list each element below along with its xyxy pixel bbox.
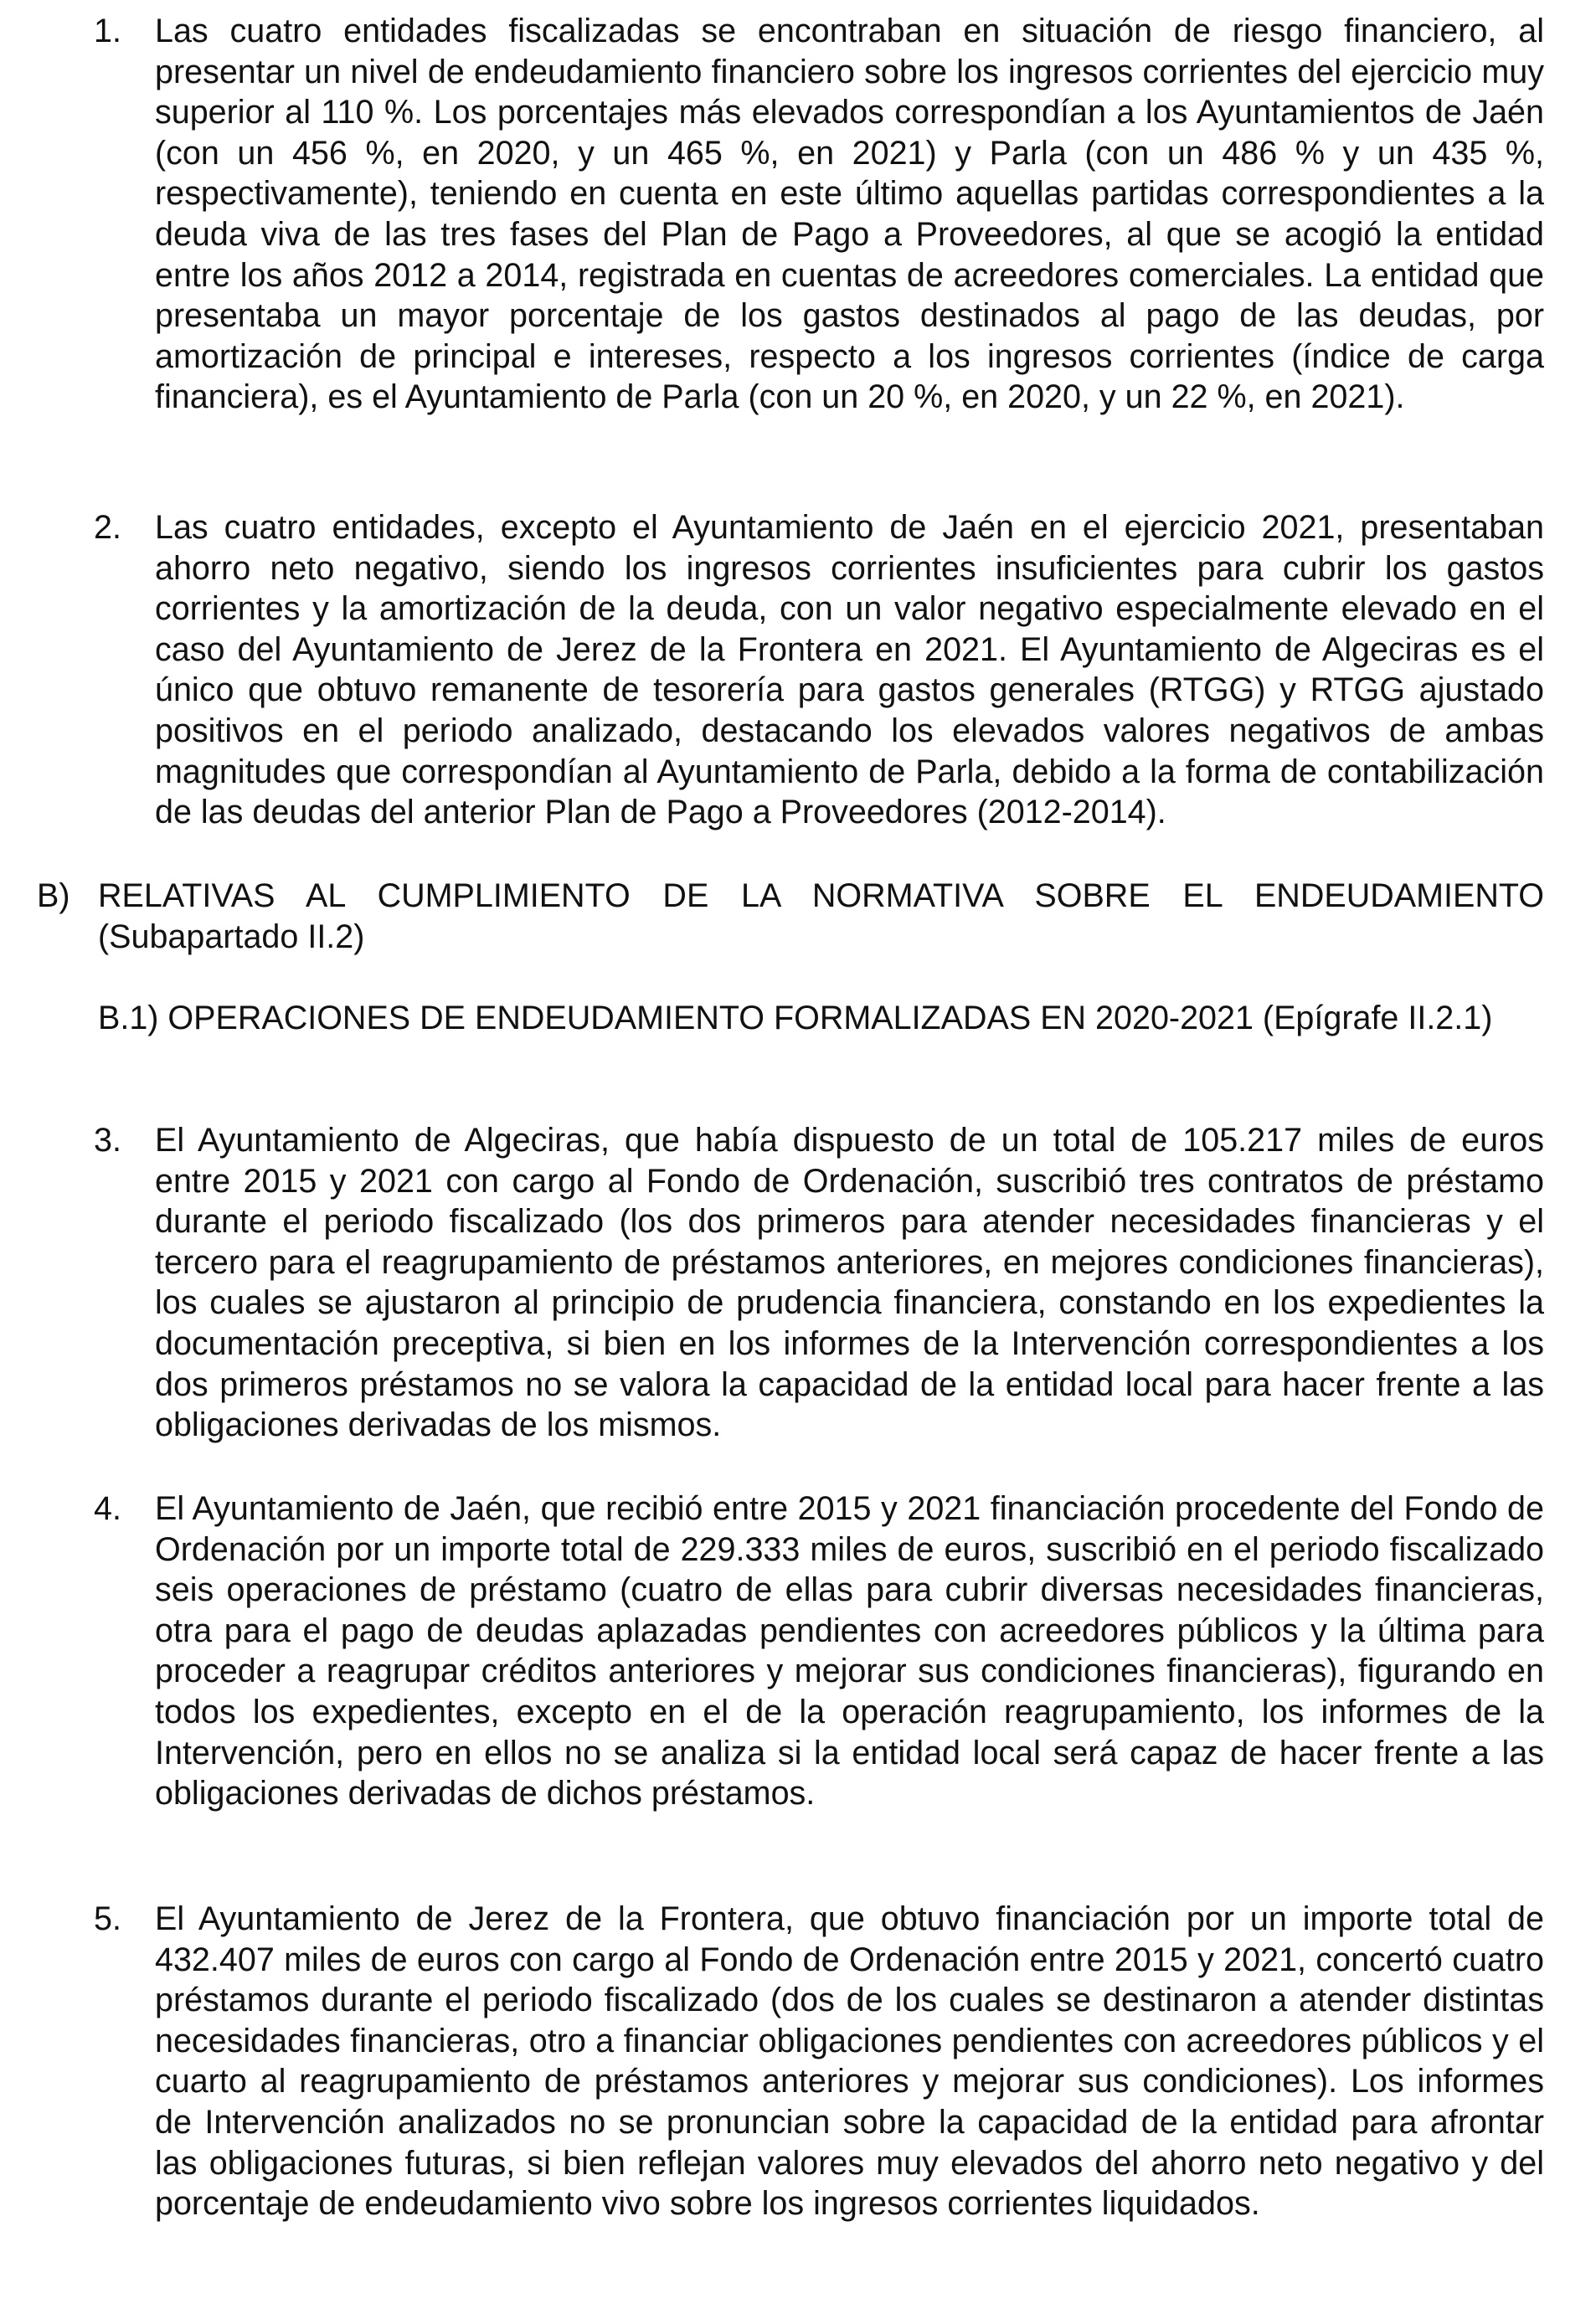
- subsection-heading-b1: B.1) OPERACIONES DE ENDEUDAMIENTO FORMALIZADAS EN 2020-2021 (Epígrafe II.2.1): [98, 1000, 1493, 1036]
- list-item-text: El Ayuntamiento de Jerez de la Frontera, que obtuvo financiación por un importe total de 432.407 miles de euros con cargo al Fondo de Ordenación entre 2015 y 2021, concertó cuatro préstamos durante el periodo fiscalizado (dos de los cuales se destinaron a atender distintas necesidades financieras, otro a financiar obligaciones pendientes con acreedores públicos y el cuarto al reagrupamiento de préstamos anteriores y mejorar sus condiciones). Los informes de Intervención analizados no se pronuncian sobre la capacidad de la entidad para afrontar las obligaciones futuras, si bien reflejan valores muy elevados del ahorro neto negativo y del porcentaje de endeudamiento vivo sobre los ingresos corrientes liquidados.: [155, 1900, 1544, 2223]
- list-item-text: El Ayuntamiento de Jaén, que recibió entre 2015 y 2021 financiación procedente del Fondo de Ordenación por un importe total de 229.333 miles de euros, suscribió en el periodo fiscalizado seis operaciones de préstamo (cuatro de ellas para cubrir diversas necesidades financieras, otra para el pago de deudas aplazadas pendientes con acreedores públicos y la última para proceder a reagrupar créditos anteriores y mejorar sus condiciones financieras), figurando en todos los expedientes, excepto en el de la operación reagrupamiento, los informes de la Intervención, pero en ellos no se analiza si la entidad local será capaz de hacer frente a las obligaciones derivadas de dichos préstamos.: [155, 1490, 1544, 1812]
- list-item-5: [94, 1899, 1544, 2224]
- section-title: RELATIVAS AL CUMPLIMIENTO DE LA NORMATIVA SOBRE EL ENDEUDAMIENTO (Subapartado II.2): [98, 877, 1544, 955]
- list-item-2: [94, 507, 1544, 833]
- list-item-text: El Ayuntamiento de Algeciras, que había dispuesto de un total de 105.217 miles de euros entre 2015 y 2021 con cargo al Fondo de Ordenación, suscribió tres contratos de préstamo durante el periodo fiscalizado (los dos primeros para atender necesidades financieras y el tercero para el reagrupamiento de préstamos anteriores, en mejores condiciones financieras), los cuales se ajustaron al principio de prudencia financiera, constando en los expedientes la documentación preceptiva, si bien en los informes de la Intervención correspondientes a los dos primeros préstamos no se valora la capacidad de la entidad local para hacer frente a las obligaciones derivadas de los mismos.: [155, 1122, 1544, 1444]
- list-item-1: [94, 11, 1544, 418]
- list-item-text: Las cuatro entidades, excepto el Ayuntamiento de Jaén en el ejercicio 2021, presentaban ahorro neto negativo, siendo los ingresos corrientes insuficientes para cubrir los gastos corrientes y la amortización de la deuda, con un valor negativo especialmente elevado en el caso del Ayuntamiento de Jerez de la Frontera en 2021. El Ayuntamiento de Algeciras es el único que obtuvo remanente de tesorería para gastos generales (RTGG) y RTGG ajustado positivos en el periodo analizado, destacando los elevados valores negativos de ambas magnitudes que correspondían al Ayuntamiento de Parla, debido a la forma de contabilización de las deudas del anterior Plan de Pago a Proveedores (2012-2014).: [155, 509, 1544, 831]
- list-item-number: 4.: [94, 1490, 121, 1527]
- list-item-4: [94, 1488, 1544, 1814]
- list-item-3: [94, 1120, 1544, 1446]
- list-item-number: 1.: [94, 13, 121, 49]
- list-item-number: 3.: [94, 1122, 121, 1159]
- list-item-number: 5.: [94, 1900, 121, 1937]
- section-letter: B): [37, 877, 70, 914]
- list-item-text: Las cuatro entidades fiscalizadas se encontraban en situación de riesgo financiero, al presentar un nivel de endeudamiento financiero sobre los ingresos corrientes del ejercicio muy superior al 110 %. Los porcentajes más elevados correspondían a los Ayuntamientos de Jaén (con un 456 %, en 2020, y un 465 %, en 2021) y Parla (con un 486 % y un 435 %, respectivamente), teniendo en cuenta en este último aquellas partidas correspondientes a la deuda viva de las tres fases del Plan de Pago a Proveedores, al que se acogió la entidad entre los años 2012 a 2014, registrada en cuentas de acreedores comerciales. La entidad que presentaba un mayor porcentaje de los gastos destinados al pago de las deudas, por amortización de principal e intereses, respecto a los ingresos corrientes (índice de carga financiera), es el Ayuntamiento de Parla (con un 20 %, en 2020, y un 22 %, en 2021).: [155, 13, 1544, 416]
- list-item-number: 2.: [94, 509, 121, 546]
- section-heading-b: [37, 876, 1544, 957]
